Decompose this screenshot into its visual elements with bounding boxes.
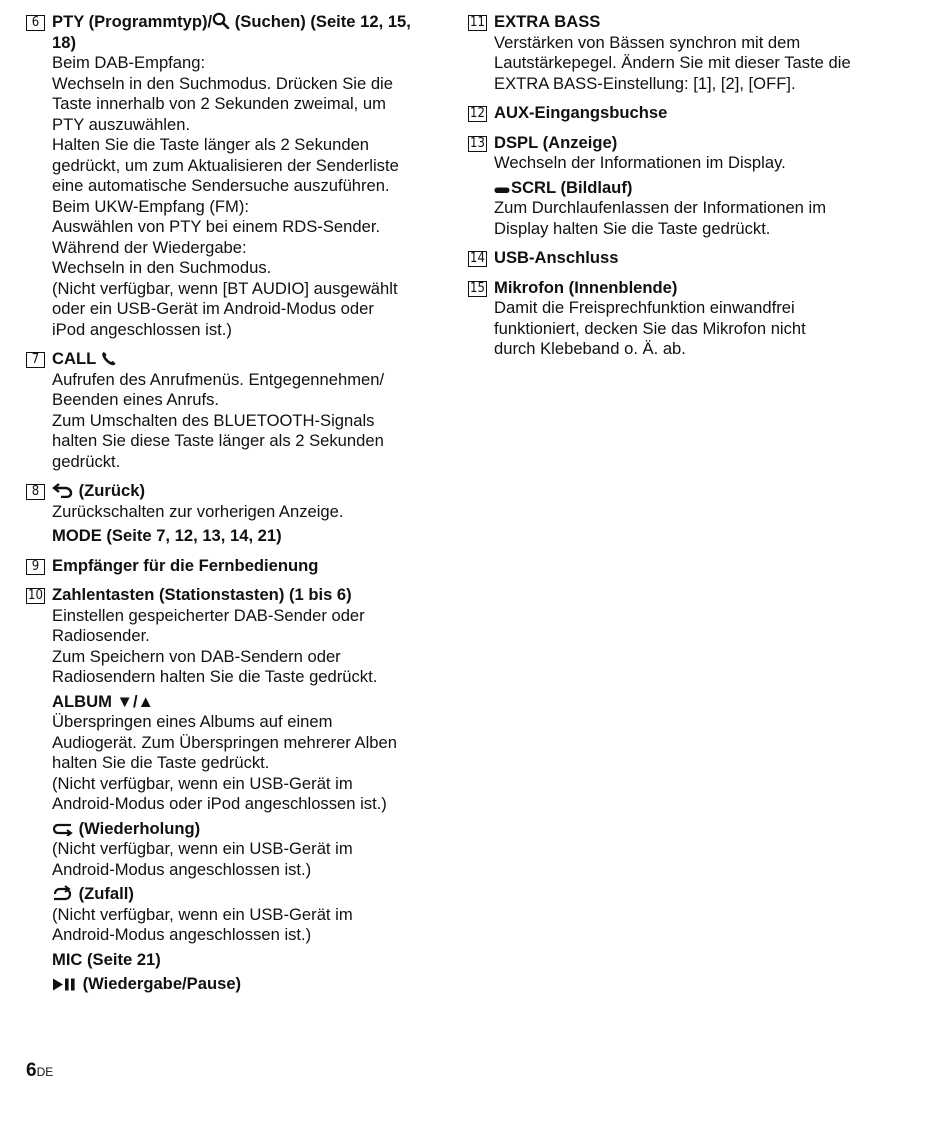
item-heading: CALL — [52, 349, 426, 370]
text-line: Halten Sie die Taste länger als 2 Sekunden — [52, 135, 370, 154]
text-line: halten Sie diese Taste länger als 2 Sekunden — [52, 431, 384, 450]
item-14-usb-port — [468, 248, 888, 269]
text-line: Wechseln der Informationen im Display. — [494, 153, 786, 172]
text-line: Beim DAB-Empfang: — [52, 53, 206, 72]
text-line: Zurückschalten zur vorherigen Anzeige. — [52, 501, 344, 521]
text-line: halten Sie die Taste gedrückt. — [52, 753, 270, 772]
item-number: 15 — [468, 281, 487, 297]
shuffle-subheading: (Zufall) — [52, 884, 426, 905]
mic-subheading: MIC (Seite 21) — [52, 949, 161, 969]
text-line: Android-Modus angeschlossen ist.) — [52, 925, 312, 944]
long-press-bar-icon — [494, 185, 511, 195]
text-line: Radiosendern halten Sie die Taste gedrückt. — [52, 667, 378, 686]
text-line: funktioniert, decken Sie das Mikrofon nicht — [494, 318, 806, 338]
page-number: 6DE — [26, 1060, 54, 1081]
play-pause-subheading: (Wiedergabe/Pause) — [52, 974, 426, 995]
text-line: oder ein USB-Gerät im Android-Modus oder — [52, 299, 374, 318]
item-heading: Zahlentasten (Stationstasten) (1 bis 6) — [52, 585, 352, 604]
item-10-number-buttons — [26, 585, 426, 995]
item-heading: PTY (Programmtyp)/ (Suchen) (Seite 12, 15, — [52, 12, 411, 31]
text-line: Verstärken von Bässen synchron mit dem — [494, 32, 801, 52]
item-number: 13 — [468, 136, 487, 152]
text-line: durch Klebeband o. Ä. ab. — [494, 339, 686, 358]
text-line: Android-Modus oder iPod angeschlossen ist.) — [52, 794, 387, 813]
text-line: iPod angeschlossen ist.) — [52, 319, 232, 339]
text-line: (Nicht verfügbar, wenn ein USB-Gerät im — [52, 839, 353, 858]
item-number: 10 — [26, 588, 45, 604]
item-13-dspl — [468, 133, 888, 240]
item-heading-cont: 18) — [52, 32, 76, 52]
item-8-back — [26, 481, 426, 547]
item-heading: Empfänger für die Fernbedienung — [52, 555, 319, 575]
text-line: PTY auszuwählen. — [52, 114, 191, 134]
text-line: Einstellen gespeicherter DAB-Sender oder — [52, 605, 365, 625]
text-line: Audiogerät. Zum Überspringen mehrerer Alben — [52, 732, 397, 752]
text-line: Aufrufen des Anrufmenüs. Entgegennehmen/ — [52, 369, 385, 389]
play-pause-icon — [52, 978, 78, 991]
item-number: 9 — [26, 559, 45, 575]
shuffle-icon — [52, 885, 74, 901]
text-line: Damit die Freisprechfunktion einwandfrei — [494, 298, 795, 317]
text-line: Android-Modus angeschlossen ist.) — [52, 859, 312, 879]
text-line: EXTRA BASS-Einstellung: [1], [2], [OFF]. — [494, 73, 796, 93]
text-line: Überspringen eines Albums auf einem — [52, 712, 333, 731]
text-line: Zum Umschalten des BLUETOOTH-Signals — [52, 410, 375, 430]
text-line: Beenden eines Anrufs. — [52, 390, 219, 409]
text-line: gedrückt. — [52, 451, 121, 471]
repeat-subheading: (Wiederholung) — [52, 819, 426, 840]
item-heading: EXTRA BASS — [494, 12, 601, 31]
phone-icon — [101, 351, 117, 366]
item-9-remote-receiver — [26, 556, 426, 577]
text-line: Wechseln in den Suchmodus. — [52, 258, 272, 277]
text-line: Zum Durchlaufenlassen der Informationen im — [494, 198, 827, 217]
item-number: 6 — [26, 15, 45, 31]
item-number: 11 — [468, 15, 487, 31]
text-line: Auswählen von PTY bei einem RDS-Sender. — [52, 217, 381, 236]
item-15-microphone — [468, 278, 888, 360]
item-6-pty-search — [26, 12, 426, 340]
item-heading: AUX-Eingangsbuchse — [494, 103, 668, 122]
item-number: 12 — [468, 106, 487, 122]
text-line: Wechseln in den Suchmodus. Drücken Sie die — [52, 73, 393, 93]
text-line: Lautstärkepegel. Ändern Sie mit dieser Taste die — [494, 53, 851, 72]
item-number: 8 — [26, 484, 45, 500]
text-line: (Nicht verfügbar, wenn ein USB-Gerät im — [52, 773, 353, 793]
repeat-icon — [52, 822, 74, 836]
text-line: gedrückt, um zum Aktualisieren der Senderliste — [52, 155, 399, 175]
text-line: Display halten Sie die Taste gedrückt. — [494, 218, 771, 238]
text-line: Beim UKW-Empfang (FM): — [52, 196, 250, 216]
text-line: Zum Speichern von DAB-Sendern oder — [52, 646, 341, 666]
right-column — [468, 12, 888, 369]
left-column — [26, 12, 426, 1004]
page-language-suffix: DE — [36, 1065, 54, 1079]
scrl-subheading: SCRL (Bildlauf) — [494, 178, 888, 199]
item-heading: Mikrofon (Innenblende) — [494, 277, 678, 297]
item-11-extra-bass — [468, 12, 888, 94]
item-number: 14 — [468, 251, 487, 267]
album-subheading: ALBUM ▼/▲ — [52, 691, 154, 711]
item-heading: (Zurück) — [52, 481, 426, 502]
item-12-aux-input — [468, 103, 888, 124]
text-line: Während der Wiedergabe: — [52, 237, 247, 257]
search-icon — [212, 12, 230, 29]
text-line: eine automatische Sendersuche auszuführen. — [52, 176, 390, 195]
text-line: (Nicht verfügbar, wenn [BT AUDIO] ausgewählt — [52, 278, 398, 298]
item-heading: DSPL (Anzeige) — [494, 132, 618, 152]
back-arrow-icon — [52, 483, 74, 498]
text-line: Taste innerhalb von 2 Sekunden zweimal, um — [52, 94, 386, 113]
item-7-call — [26, 349, 426, 472]
mode-subheading: MODE (Seite 7, 12, 13, 14, 21) — [52, 526, 282, 545]
item-heading: USB-Anschluss — [494, 248, 619, 267]
text-line: Radiosender. — [52, 626, 150, 645]
item-number: 7 — [26, 352, 45, 368]
text-line: (Nicht verfügbar, wenn ein USB-Gerät im — [52, 904, 353, 924]
